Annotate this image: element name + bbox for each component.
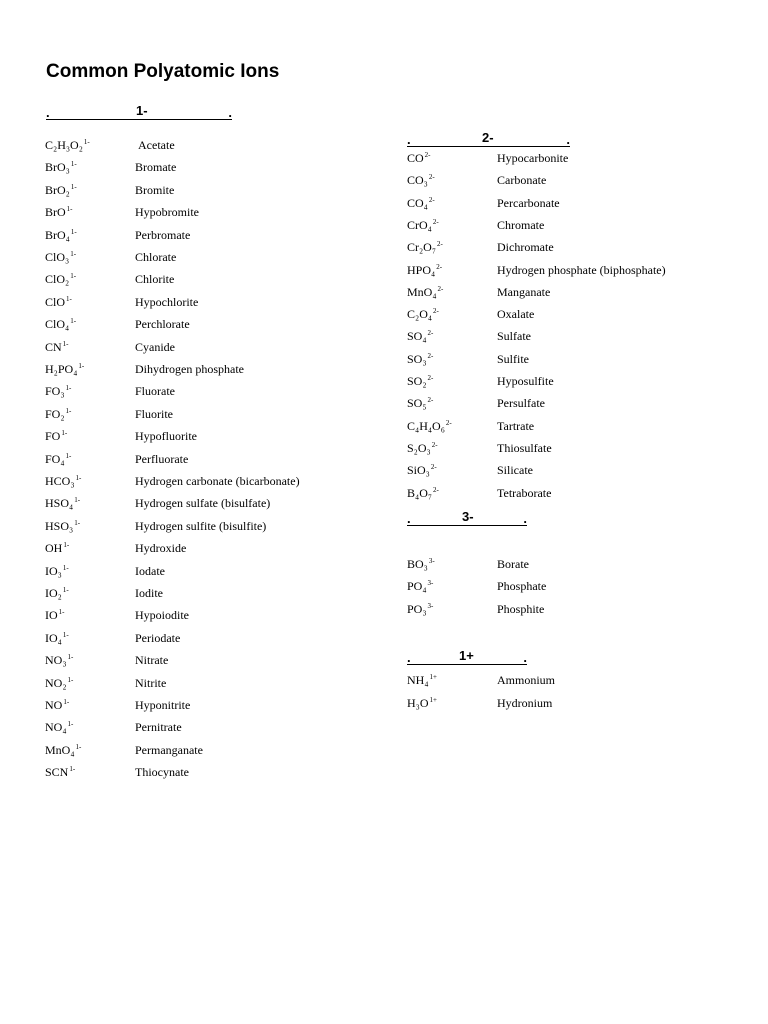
ion-name: Fluorite bbox=[135, 406, 173, 421]
ion-formula-text: PO₃ bbox=[407, 601, 427, 616]
ion-formula bbox=[45, 407, 71, 422]
ion-charge: 1- bbox=[65, 406, 72, 415]
ion-charge: 1- bbox=[78, 362, 85, 370]
ion-formula bbox=[45, 138, 90, 153]
header-dot-right: . bbox=[523, 650, 527, 665]
ion-list-1-plus bbox=[407, 0, 737, 1024]
header-dot-right: . bbox=[523, 511, 527, 526]
header-dot-left: . bbox=[407, 650, 411, 665]
ion-formula bbox=[45, 496, 80, 511]
header-dot-left: . bbox=[407, 132, 411, 147]
ion-formula bbox=[45, 340, 69, 355]
ion-charge: 1- bbox=[70, 272, 77, 281]
ion-name: Phosphate bbox=[497, 579, 547, 594]
header-dot-left: . bbox=[46, 105, 50, 120]
ion-name: Cyanide bbox=[135, 339, 175, 354]
ion-charge: 2- bbox=[430, 463, 437, 472]
ion-formula-text: IO₃ bbox=[45, 563, 62, 578]
ion-name: Hydroxide bbox=[135, 541, 187, 556]
ion-formula-text: NO₄ bbox=[45, 720, 67, 735]
ion-charge: 1+ bbox=[429, 673, 437, 681]
ion-name: Tetraborate bbox=[497, 485, 552, 500]
ion-name: Hypoiodite bbox=[135, 608, 189, 623]
ion-formula-text: PO₄ bbox=[407, 579, 427, 594]
ion-formula-text: ClO bbox=[45, 294, 66, 309]
ion-formula bbox=[45, 698, 69, 713]
ion-formula bbox=[45, 228, 77, 243]
ion-name: Persulfate bbox=[497, 396, 545, 411]
ion-charge: 1- bbox=[70, 182, 77, 191]
ion-formula bbox=[45, 631, 69, 646]
ion-formula-text: IO₂ bbox=[45, 586, 62, 600]
ion-charge: 2- bbox=[427, 374, 434, 382]
ion-formula-text: CO bbox=[407, 151, 424, 165]
ion-formula-text: FO₂ bbox=[45, 406, 65, 421]
ion-charge: 1- bbox=[70, 250, 77, 258]
ion-charge: 1- bbox=[70, 160, 77, 169]
ion-name: Acetate bbox=[138, 138, 175, 152]
ion-charge: 2- bbox=[433, 307, 439, 316]
ion-charge: 2- bbox=[427, 396, 434, 405]
ion-formula-text: ClO₄ bbox=[45, 317, 70, 332]
ion-charge: 2- bbox=[427, 351, 434, 360]
ion-formula bbox=[45, 429, 67, 444]
ion-charge: 1- bbox=[67, 675, 74, 684]
ion-charge: 3- bbox=[427, 579, 434, 588]
ion-formula-text: C₂H₃O₂ bbox=[45, 138, 83, 152]
ion-formula-text: SCN bbox=[45, 765, 69, 780]
header-charge: 1- bbox=[136, 103, 148, 118]
ion-formula-text: BrO₃ bbox=[45, 160, 70, 175]
ion-name: Nitrate bbox=[135, 653, 169, 668]
ion-charge: 1- bbox=[74, 518, 81, 527]
ion-formula-text: H₂PO₄ bbox=[45, 362, 78, 376]
ion-name: Tartrate bbox=[497, 418, 535, 433]
ion-charge: 1- bbox=[62, 630, 69, 639]
ion-name: Hydrogen phosphate (biphosphate) bbox=[497, 262, 666, 277]
ion-name: Hypocarbonite bbox=[497, 151, 569, 165]
ion-formula-text: NO bbox=[45, 698, 63, 712]
ion-formula-text: SiO₃ bbox=[407, 463, 430, 478]
ion-formula bbox=[45, 676, 73, 691]
ion-formula bbox=[45, 295, 72, 310]
ion-formula bbox=[45, 452, 71, 467]
ion-formula-text: HCO₃ bbox=[45, 474, 75, 488]
ion-charge: 2- bbox=[424, 151, 431, 159]
ion-formula bbox=[45, 362, 84, 377]
ion-list-1-minus bbox=[45, 0, 375, 1024]
ion-name: Perbromate bbox=[135, 227, 191, 242]
ion-name: Thiosulfate bbox=[497, 440, 552, 455]
ion-formula bbox=[45, 205, 73, 220]
ion-name: Chlorate bbox=[135, 250, 177, 264]
ion-formula-text: BrO₂ bbox=[45, 182, 70, 197]
ion-formula bbox=[45, 564, 69, 579]
ion-formula bbox=[45, 743, 81, 758]
ion-charge: 1- bbox=[61, 429, 68, 438]
ion-name: Oxalate bbox=[497, 307, 535, 322]
ion-name: Iodate bbox=[135, 563, 165, 578]
ion-name: Borate bbox=[497, 557, 529, 571]
ion-formula bbox=[45, 608, 65, 623]
ion-name: Sulfite bbox=[497, 351, 529, 366]
ion-name: Hyposulfite bbox=[497, 374, 554, 388]
ion-charge: 1- bbox=[75, 474, 82, 482]
ion-name: Fluorate bbox=[135, 384, 175, 399]
ion-name: Hypobromite bbox=[135, 205, 199, 220]
ion-charge: 1- bbox=[58, 608, 65, 617]
ion-formula-text: SO₂ bbox=[407, 374, 427, 388]
page-title: Common Polyatomic Ions bbox=[46, 61, 280, 82]
ion-charge: 1- bbox=[65, 451, 72, 460]
ion-name: Hydrogen carbonate (bicarbonate) bbox=[135, 474, 300, 488]
ion-formula-text: ClO₂ bbox=[45, 272, 70, 287]
ion-formula-text: Cr₂O₇ bbox=[407, 240, 437, 255]
ion-charge: 1- bbox=[67, 653, 74, 662]
ion-name: Iodite bbox=[135, 586, 163, 600]
header-charge: 3- bbox=[462, 509, 474, 524]
ion-formula-text: BrO₄ bbox=[45, 227, 70, 242]
ion-name: Hyponitrite bbox=[135, 698, 191, 712]
ion-formula-text: SO₄ bbox=[407, 329, 427, 344]
ion-charge: 2- bbox=[436, 262, 443, 271]
ion-charge: 2- bbox=[445, 418, 452, 427]
ion-formula-text: BrO bbox=[45, 205, 66, 220]
ion-charge: 1- bbox=[70, 317, 77, 326]
header-dot-left: . bbox=[407, 511, 411, 526]
ion-charge: 2- bbox=[428, 195, 435, 204]
ion-name: Sulfate bbox=[497, 329, 531, 344]
ion-charge: 1- bbox=[63, 541, 70, 550]
ion-formula bbox=[407, 673, 437, 688]
ion-formula-text: HPO₄ bbox=[407, 262, 436, 277]
ion-name: Ammonium bbox=[497, 673, 556, 687]
ion-formula-text: ClO₃ bbox=[45, 250, 70, 264]
ion-formula bbox=[45, 183, 77, 198]
ion-name: Bromite bbox=[135, 182, 175, 197]
ion-name: Nitrite bbox=[135, 675, 167, 690]
ion-name: Chlorite bbox=[135, 272, 175, 287]
ion-charge: 1- bbox=[70, 227, 77, 236]
ion-charge: 1- bbox=[62, 563, 69, 572]
ion-formula bbox=[45, 765, 75, 780]
ion-formula-text: FO₃ bbox=[45, 384, 65, 399]
ion-formula-text: CN bbox=[45, 339, 62, 354]
ion-formula-text: OH bbox=[45, 541, 63, 556]
ion-formula bbox=[45, 541, 69, 556]
ion-formula bbox=[45, 272, 76, 287]
ion-formula bbox=[45, 586, 69, 601]
ion-formula-text: B₄O₇ bbox=[407, 485, 433, 500]
ion-charge: 1- bbox=[83, 138, 90, 146]
ion-formula-text: SO₅ bbox=[407, 396, 427, 411]
ion-charge: 2- bbox=[437, 284, 444, 293]
ion-charge: 1+ bbox=[429, 695, 437, 704]
ion-charge: 2- bbox=[432, 217, 439, 226]
ion-formula-text: MnO₄ bbox=[45, 742, 75, 757]
ion-name: Bromate bbox=[135, 160, 177, 175]
ion-formula-text: C₄H₄O₆ bbox=[407, 418, 445, 433]
ion-formula-text: CO₃ bbox=[407, 173, 428, 188]
ion-name: Carbonate bbox=[497, 173, 547, 188]
ion-formula-text: BO₃ bbox=[407, 557, 428, 571]
ion-formula bbox=[45, 317, 76, 332]
ion-formula bbox=[45, 653, 73, 668]
ion-name: Hypochlorite bbox=[135, 294, 199, 309]
ion-formula bbox=[45, 519, 80, 534]
ion-name: Silicate bbox=[497, 463, 533, 478]
ion-name: Hydrogen sulfite (bisulfite) bbox=[135, 518, 267, 533]
ion-formula-text: C₂O₄ bbox=[407, 307, 433, 322]
ion-charge: 2- bbox=[437, 240, 443, 249]
ion-name: Manganate bbox=[497, 284, 551, 299]
ion-formula-text: CrO₄ bbox=[407, 217, 432, 232]
ion-name: Hydrogen sulfate (bisulfate) bbox=[135, 496, 271, 511]
ion-formula-text: IO bbox=[45, 608, 58, 623]
ion-formula bbox=[45, 474, 81, 489]
header-charge: 1+ bbox=[459, 648, 474, 663]
ion-formula-text: S₂O₃ bbox=[407, 440, 431, 455]
ion-charge: 1- bbox=[66, 294, 72, 303]
ion-formula-text: IO₄ bbox=[45, 630, 62, 645]
ion-name: Chromate bbox=[497, 217, 545, 232]
ion-formula-text: NO₂ bbox=[45, 675, 67, 690]
ion-formula-text: FO bbox=[45, 429, 61, 444]
ion-formula bbox=[45, 250, 76, 265]
ion-name: Hydronium bbox=[497, 695, 553, 710]
ion-charge: 2- bbox=[427, 329, 434, 338]
ion-charge: 1- bbox=[69, 765, 76, 774]
ion-formula-text: HSO₄ bbox=[45, 496, 74, 511]
ion-name: Permanganate bbox=[135, 742, 203, 757]
header-dot-right: . bbox=[228, 105, 232, 120]
ion-formula-text: MnO₄ bbox=[407, 284, 437, 299]
ion-name: Thiocynate bbox=[135, 765, 189, 780]
ion-formula-text: HSO₃ bbox=[45, 518, 74, 533]
ion-charge: 1- bbox=[75, 742, 82, 751]
ion-formula bbox=[45, 720, 73, 735]
ion-charge: 3- bbox=[428, 557, 435, 565]
ion-charge: 1- bbox=[62, 586, 69, 594]
ion-charge: 1- bbox=[65, 384, 72, 393]
ion-name: Perchlorate bbox=[135, 317, 190, 332]
ion-name: Perfluorate bbox=[135, 451, 189, 466]
ion-charge: 1- bbox=[62, 339, 69, 348]
ion-charge: 2- bbox=[433, 485, 439, 494]
ion-formula bbox=[45, 160, 77, 175]
ion-formula-text: NO₃ bbox=[45, 653, 67, 668]
ion-charge: 1- bbox=[63, 698, 70, 706]
ion-formula-text: FO₄ bbox=[45, 451, 65, 466]
ion-name: Pernitrate bbox=[135, 720, 182, 735]
ion-name: Hypofluorite bbox=[135, 429, 197, 444]
ion-formula-text: NH₄ bbox=[407, 673, 429, 687]
ion-name: Percarbonate bbox=[497, 195, 560, 210]
ion-name: Dichromate bbox=[497, 240, 554, 255]
header-dot-right: . bbox=[566, 132, 570, 147]
ion-charge: 3- bbox=[427, 601, 434, 610]
ion-formula-text: SO₃ bbox=[407, 351, 427, 366]
ion-formula bbox=[407, 696, 437, 711]
ion-charge: 1- bbox=[67, 720, 74, 729]
ion-charge: 2- bbox=[428, 173, 435, 182]
ion-formula-text: CO₄ bbox=[407, 195, 428, 210]
ion-formula bbox=[45, 384, 71, 399]
ion-charge: 2- bbox=[431, 440, 438, 449]
ion-formula-text: H₃O bbox=[407, 695, 429, 710]
ion-name: Phosphite bbox=[497, 601, 545, 616]
ion-name: Periodate bbox=[135, 630, 181, 645]
header-charge: 2- bbox=[482, 130, 494, 145]
ion-name: Dihydrogen phosphate bbox=[135, 362, 244, 376]
ion-charge: 1- bbox=[74, 496, 81, 505]
ion-charge: 1- bbox=[66, 205, 73, 214]
